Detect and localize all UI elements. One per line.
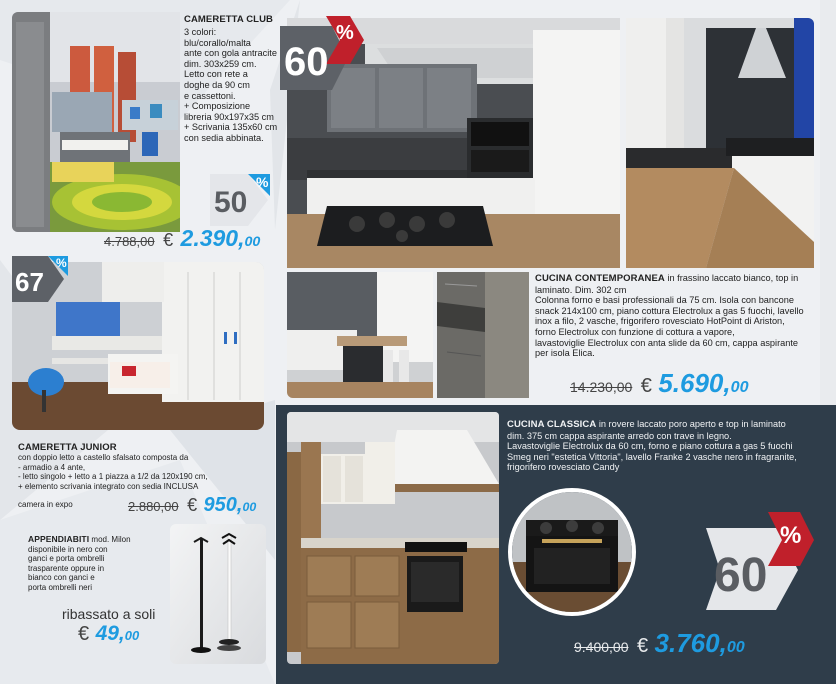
cameretta-club-title: CAMERETTA CLUB — [184, 14, 274, 25]
cucina-classica-oven-detail — [508, 488, 636, 616]
desc-line — [507, 419, 829, 431]
desc-line: disponibile in nero con — [28, 544, 108, 554]
cameretta-club-price — [104, 225, 260, 252]
camera-in-expo-note: camera in expo — [18, 500, 73, 509]
cameretta-junior-title: CAMERETTA JUNIOR — [18, 442, 117, 453]
new-price-cents: 00 — [124, 628, 140, 643]
new-price-int: 2.390, — [180, 225, 245, 251]
cameretta-club-photo — [12, 12, 180, 232]
desc-line: trasparente oppure in — [28, 563, 105, 573]
desc-line: per isola Elica. — [535, 348, 595, 359]
desc-line: dim. 375 cm cappa aspirante arredo con trave in legno. — [507, 430, 732, 441]
cucina-classica-title: CUCINA CLASSICA — [507, 419, 597, 430]
euro-sign: € — [640, 375, 652, 397]
desc-line: + elemento scrivania integrato con sedia INCLUSA — [18, 481, 199, 491]
appendiabiti-price — [78, 622, 139, 646]
desc-line: blu/corallo/malta — [184, 37, 251, 48]
desc-line: libreria 90x197x35 cm — [184, 111, 274, 122]
desc-line: inox a filo, 2 vasche, frigorifero rovesciato HotPoint di Ariston, — [535, 316, 785, 327]
new-price-cents: 00 — [242, 500, 257, 514]
discount-value: 60 — [714, 549, 768, 602]
appendiabiti-text — [28, 535, 168, 593]
cucina-classica-desc — [507, 419, 829, 473]
euro-sign: € — [163, 230, 174, 250]
new-price — [204, 494, 257, 516]
old-price: 4.788,00 — [104, 234, 155, 249]
desc-line: Smeg neri "estetica Vittoria", lavello Franke 2 vasche nero in fragranite, — [507, 451, 797, 462]
new-price-int: 49, — [95, 622, 125, 645]
cameretta-club-text — [184, 14, 280, 144]
euro-sign: € — [636, 635, 649, 657]
desc-line: con doppio letto a castello sfalsato composta da — [18, 453, 189, 462]
cucina-contemporanea-photo-side — [626, 18, 814, 268]
cameretta-club-desc — [184, 27, 280, 144]
cucina-contemporanea-desc — [535, 273, 831, 359]
desc-line: ante con gola antracite — [184, 48, 277, 59]
desc-line: + Composizione — [184, 101, 251, 112]
desc-line — [28, 535, 168, 545]
desc-line: 3 colori: — [184, 27, 217, 37]
new-price-cents: 00 — [244, 234, 261, 250]
discount-value: 60 — [284, 40, 329, 84]
euro-sign: € — [78, 623, 90, 645]
cameretta-junior-price — [128, 494, 256, 517]
desc-line: con sedia abbinata. — [184, 132, 264, 143]
desc-line: - letto singolo + letto a 1 piazza a 1/2 da 120x190 cm, — [18, 472, 208, 482]
desc-line: Colonna forno e basi professionali da 75 cm. Isola con bancone — [535, 295, 794, 306]
cucina-contemporanea-title: CUCINA CONTEMPORANEA — [535, 273, 665, 284]
old-price: 14.230,00 — [570, 379, 633, 395]
percent-sign: % — [780, 522, 802, 549]
new-price — [181, 225, 261, 251]
desc-line: e cassettoni. — [184, 90, 236, 101]
cucina-classica-text — [507, 419, 829, 473]
discount-value: 50 — [214, 186, 248, 219]
desc-line: Letto con rete a — [184, 69, 248, 80]
desc-line: mod. Milon — [91, 535, 131, 544]
new-price — [655, 628, 745, 658]
discount-badge-junior — [12, 256, 68, 302]
desc-line: + Scrivania 135x60 cm — [184, 122, 278, 133]
desc-line — [535, 273, 831, 285]
percent-sign: % — [336, 22, 354, 44]
cucina-contemporanea-photo-island — [287, 272, 433, 398]
new-price-int: 3.760, — [654, 628, 727, 658]
new-price — [658, 368, 748, 398]
cucina-classica-price — [574, 628, 745, 659]
desc-line: forno Electrolux con funzione di cottura a vapore, — [535, 326, 735, 337]
percent-sign: % — [56, 256, 67, 270]
desc-line: snack 214x100 cm, piano cottura Electrolux a gas 5 fuochi, lavello — [535, 305, 804, 316]
desc-line: lavastoviglie Electrolux con anta slide da 60 cm, cappa aspirante — [535, 337, 799, 348]
new-price-int: 5.690, — [658, 368, 731, 398]
right-edge-strip — [820, 0, 836, 405]
cucina-contemporanea-price — [570, 368, 749, 399]
desc-line: dim. 303x259 cm. — [184, 58, 257, 69]
desc-line: frigorifero rovesciato Candy — [507, 462, 620, 473]
cameretta-junior-text — [18, 442, 268, 491]
desc-line: Lavastoviglie Electrolux da 60 cm, forno e piano cottura a gas 5 fuochi — [507, 441, 793, 452]
appendiabiti-desc — [28, 535, 168, 593]
title-rest: in rovere laccato poro aperto e top in laminato — [596, 419, 786, 429]
old-price: 9.400,00 — [574, 639, 629, 655]
cucina-contemporanea-photo-detail — [437, 272, 529, 398]
percent-sign: % — [256, 174, 269, 190]
desc-line: laminato. Dim. 302 cm — [535, 284, 627, 295]
new-price-cents: 00 — [726, 638, 745, 656]
new-price-cents: 00 — [730, 378, 749, 396]
euro-sign: € — [187, 495, 198, 515]
cucina-contemporanea-text — [535, 273, 831, 359]
discount-badge-contemporanea — [280, 16, 364, 90]
old-price: 2.880,00 — [128, 499, 179, 514]
cameretta-junior-desc — [18, 453, 268, 491]
desc-line: doghe da 90 cm — [184, 79, 250, 90]
appendiabiti-title: APPENDIABITI — [28, 534, 90, 544]
new-price-int: 950, — [203, 494, 243, 516]
desc-line: ganci e porta ombrelli — [28, 554, 105, 564]
desc-line: porta ombrelli neri — [28, 582, 93, 592]
discount-badge-club — [210, 174, 270, 226]
title-rest: in frassino laccato bianco, top in — [664, 273, 799, 283]
discount-badge-classica — [706, 512, 814, 610]
appendiabiti-photo — [170, 524, 266, 664]
new-price — [96, 622, 140, 645]
discount-value: 67 — [15, 267, 44, 297]
cucina-classica-photo — [287, 412, 499, 664]
ribassato-label: ribassato a soli — [62, 606, 156, 622]
desc-line: - armadio a 4 ante, — [18, 462, 86, 472]
desc-line: bianco con ganci e — [28, 573, 95, 583]
